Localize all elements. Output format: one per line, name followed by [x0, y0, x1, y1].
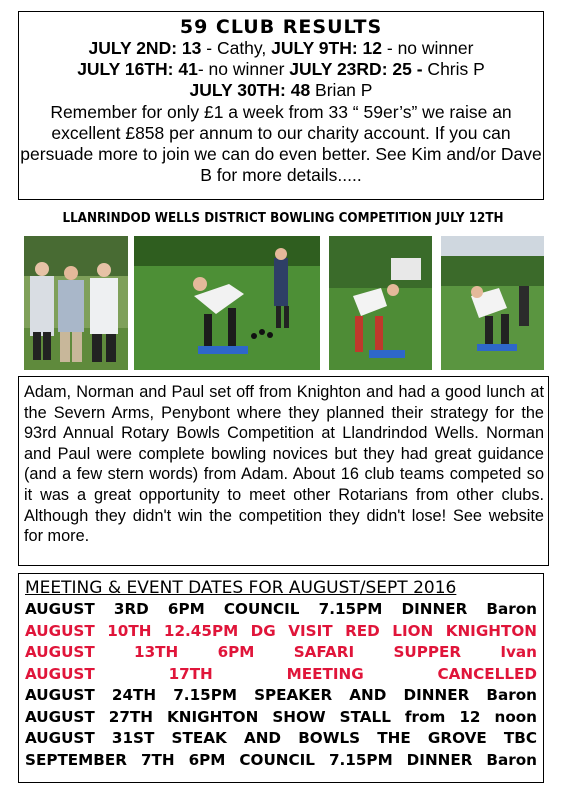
story-box [18, 376, 549, 566]
result-winner: - no winner [197, 59, 285, 79]
result-date: JULY 16TH: [77, 59, 174, 79]
photo-three-men [24, 236, 128, 370]
result-date: JULY 2ND: [88, 38, 178, 58]
club-results-title: 59 CLUB RESULTS [179, 16, 383, 38]
result-winner: Chris P [422, 59, 485, 79]
result-winner: - no winner [382, 38, 474, 58]
event-item: AUGUST 27TH KNIGHTON SHOW STALL from 12 noon [25, 707, 537, 726]
result-number: 25 - [392, 59, 423, 79]
event-item: AUGUST 31ST STEAK AND BOWLS THE GROVE TBC [25, 729, 537, 747]
photo-bowling-green [134, 236, 320, 370]
result-date: JULY 23RD: [289, 59, 388, 79]
event-item: AUGUST 10TH 12.45PM DG VISIT RED LION KNIGHTON [25, 621, 537, 640]
result-number: 41 [178, 59, 198, 79]
competition-title: LLANRINDOD WELLS DISTRICT BOWLING COMPETITION JULY 12TH [62, 211, 504, 226]
events-heading: MEETING & EVENT DATES FOR AUGUST/SEPT 2016 [25, 578, 457, 598]
club-note: Remember for only £1 a week from 33 “ 59er’s” we raise an excellent £858 per annum to our charity account. If you can persuade more to join we can do even better. See Kim and/or Dave B for more details..... [20, 102, 542, 185]
results-line-1 [19, 38, 543, 59]
event-item: AUGUST 17TH MEETING CANCELLED [25, 664, 537, 683]
result-winner: Brian P [310, 80, 373, 100]
story-text: Adam, Norman and Paul set off from Knighton and had a good lunch at the Severn Arms, Penybont where they planned their strategy for the 93rd Annual Rotary Bowls Competition at Llandrindod Wells. Norman and Paul were complete bowling novices but they had great guidance (and a few stern words) from Adam. About 16 club teams competed so it was a great opportunity to meet other Rotarians from other clubs. Although they didn't win the competition they didn't lose! See website for more. [24, 383, 544, 546]
result-date: JULY 9TH: [271, 38, 358, 58]
event-item: AUGUST 13TH 6PM SAFARI SUPPER Ivan [25, 643, 537, 661]
result-winner: - Cathy, [201, 38, 267, 58]
photo-bowler-delivering [329, 236, 432, 370]
results-line-2 [19, 59, 543, 80]
photo-bowler-crouching [441, 236, 544, 370]
result-number: 48 [290, 80, 311, 100]
result-number: 12 [362, 38, 383, 58]
result-date: JULY 30TH: [189, 80, 286, 100]
event-item: AUGUST 24TH 7.15PM SPEAKER AND DINNER Baron [25, 686, 537, 704]
event-item: SEPTEMBER 7TH 6PM COUNCIL 7.15PM DINNER Baron [25, 750, 537, 769]
club-results-box [18, 11, 544, 200]
results-line-3 [19, 80, 543, 101]
event-item: AUGUST 3RD 6PM COUNCIL 7.15PM DINNER Baron [25, 600, 537, 618]
events-box [18, 573, 544, 783]
result-number: 13 [181, 38, 202, 58]
